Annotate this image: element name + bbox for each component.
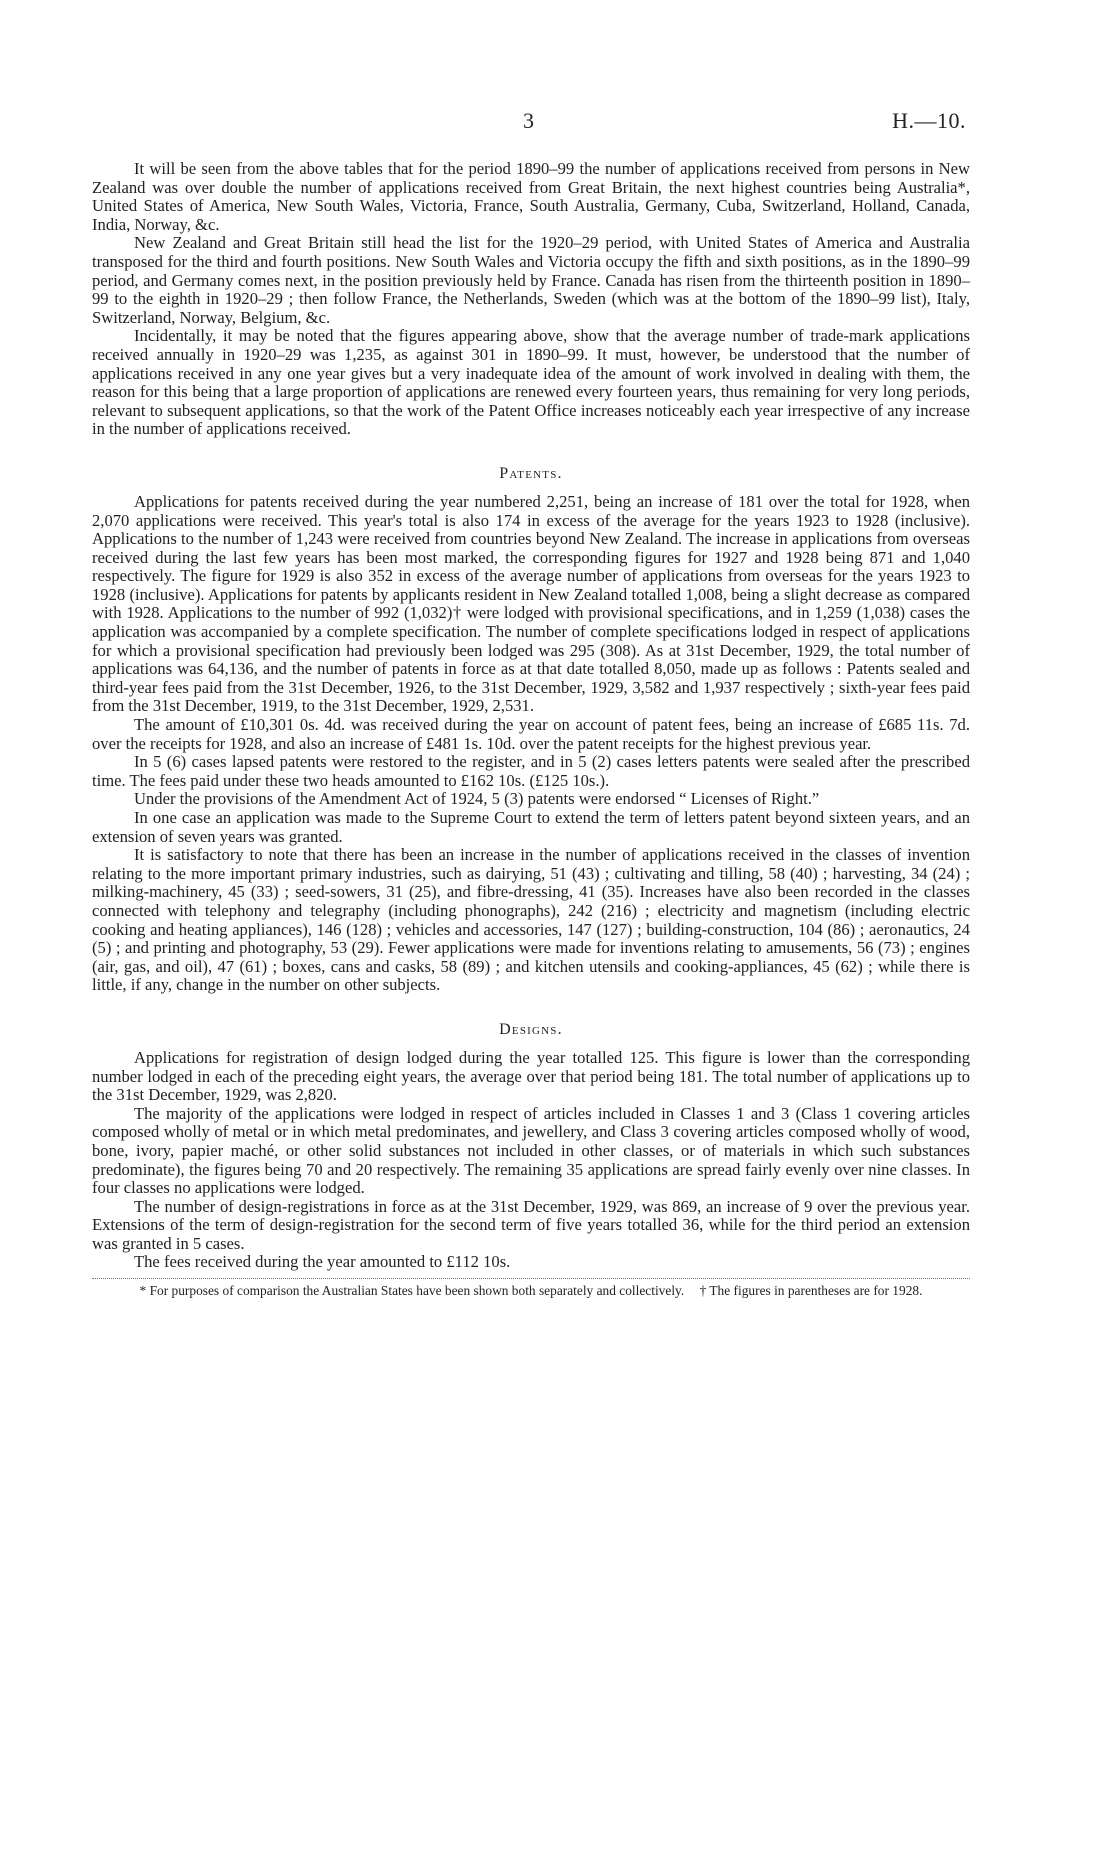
patents-paragraph-1: Applications for patents received during the year numbered 2,251, being an increase of 181 over the total for 1928, when 2,070 applications were received. This year's total is also 174 in excess of the average for the years 1923 to 1928 (inclusive). Applications to the number of 1,243 were received from countries beyond New Zealand. The increase in applications from overseas received during the last few years has been most marked, the corresponding figures for 1927 and 1928 being 871 and 1,040 respectively. The figure for 1929 is also 352 in excess of the average number of applications from overseas for the years 1923 to 1928 (inclusive). Applications for patents by applicants resident in New Zealand totalled 1,008, being a slight decrease as compared with 1928. Applications to the number of 992 (1,032)† were lodged with provisional specifications, and in 1,259 (1,038) cases the application was accompanied by a complete specification. The number of complete specifications lodged in respect of applications for which a provisional specification had previously been lodged was 295 (308). As at 31st December, 1929, the total number of applications was 64,136, and the number of patents in force as at that date totalled 8,050, made up as follows : Patents sealed and third-year fees paid from the 31st December, 1926, to the 31st December, 1929, 3,582 and 1,937 respectively ; sixth-year fees paid from the 31st December, 1919, to the 31st December, 1929, 2,531. xyxy=(92,491,970,716)
intro-paragraph-3: Incidentally, it may be noted that the figures appearing above, show that the average number of trade-mark applications received annually in 1920–29 was 1,235, as against 301 in 1890–99. It must, however, be understood that the number of applications received in any one year gives but a very inadequate idea of the amount of work involved in dealing with them, the reason for this being that a large proportion of applications are renewed every fourteen years, thus remaining for very long periods, relevant to subsequent applications, so that the work of the Patent Office increases noticeably each year irrespective of any increase in the number of applications received. xyxy=(92,326,970,439)
designs-paragraph-4: The fees received during the year amounted to £112 10s. xyxy=(134,1252,511,1272)
patents-paragraph-3: In 5 (6) cases lapsed patents were restored to the register, and in 5 (2) cases letters patents were sealed after the prescribed time. The fees paid under these two heads amounted to £162 10s. (£125 10s.). xyxy=(92,752,970,790)
patents-paragraph-6: It is satisfactory to note that there has been an increase in the number of applications received in the classes of invention relating to the more important primary industries, such as dairying, 51 (43) ; cultivating and tilling, 58 (40) ; harvesting, 34 (24) ; milking-machinery, 45 (33) ; seed-sowers, 31 (25), and fibre-dressing, 41 (35). Increases have also been recorded in the classes connected with telephony and telegraphy (including phonographs), 242 (216) ; electricity and magnetism (including electric cooking and heating appliances), 146 (128) ; vehicles and accessories, 147 (127) ; building-construction, 104 (86) ; aeronautics, 24 (5) ; and printing and photography, 53 (29). Fewer applications were made for inventions relating to amusements, 56 (73) ; engines (air, gas, and oil), 47 (61) ; boxes, cans and casks, 58 (89) ; and kitchen utensils and cooking-appliances, 45 (62) ; while there is little, if any, change in the number on other subjects. xyxy=(92,845,970,995)
page-header xyxy=(0,108,1114,138)
footnotes xyxy=(92,1283,970,1299)
intro-paragraph-2: New Zealand and Great Britain still head the list for the 1920–29 period, with United States of America and Australia transposed for the third and fourth positions. New South Wales and Victoria occupy the fifth and sixth positions, as in the 1890–99 period, and Germany comes next, in the position previously held by France. Canada has risen from the thirteenth position in 1890–99 to the eighth in 1920–29 ; then follow France, the Netherlands, Sweden (which was at the bottom of the 1890–99 list), Italy, Switzerland, Norway, Belgium, &c. xyxy=(92,233,970,327)
footnote-divider xyxy=(92,1278,970,1279)
footnote-asterisk: * For purposes of comparison the Australian States have been shown both separately and collectively. xyxy=(139,1283,685,1299)
patents-heading: Patents. xyxy=(499,464,563,482)
designs-paragraph-1: Applications for registration of design lodged during the year totalled 125. This figure is lower than the corresponding number lodged in each of the preceding eight years, the average over that period being 181. The total number of applications up to the 31st December, 1929, was 2,820. xyxy=(92,1047,970,1105)
designs-paragraph-2: The majority of the applications were lodged in respect of articles included in Classes 1 and 3 (Class 1 covering articles composed wholly of metal or in which metal predominates, and jewellery, and Class 3 covering articles composed wholly of wood, bone, ivory, papier maché, or other solid substances not included in other classes, or of materials in which such substances predominate), the figures being 70 and 20 respectively. The remaining 35 applications are spread fairly evenly over nine classes. In four classes no applications were lodged. xyxy=(92,1103,970,1198)
body-text xyxy=(92,160,970,1299)
document-code: H.—10. xyxy=(892,108,966,133)
intro-paragraph-1: It will be seen from the above tables that for the period 1890–99 the number of applications received from persons in New Zealand was over double the number of applications received from Great Britain, the next highest countries being Australia*, United States of America, New South Wales, Victoria, France, South Australia, Germany, Cuba, Switzerland, Holland, Canada, India, Norway, &c. xyxy=(92,159,970,234)
footnote-dagger: † The figures in parentheses are for 1928. xyxy=(699,1283,923,1299)
designs-heading: Designs. xyxy=(499,1020,563,1038)
patents-paragraph-2: The amount of £10,301 0s. 4d. was received during the year on account of patent fees, being an increase of £685 11s. 7d. over the receipts for 1928, and also an increase of £481 1s. 10d. over the patent receipts for the highest previous year. xyxy=(92,715,970,753)
patents-paragraph-4: Under the provisions of the Amendment Act of 1924, 5 (3) patents were endorsed “ Licenses of Right.” xyxy=(134,789,820,809)
designs-paragraph-3: The number of design-registrations in force as at the 31st December, 1929, was 869, an increase of 9 over the previous year. Extensions of the term of design-registration for the second term of five years totalled 36, while for the third period an extension was granted in 5 cases. xyxy=(92,1196,970,1253)
patents-paragraph-5: In one case an application was made to the Supreme Court to extend the term of letters patent beyond sixteen years, and an extension of seven years was granted. xyxy=(92,808,970,846)
page-number: 3 xyxy=(523,108,534,133)
